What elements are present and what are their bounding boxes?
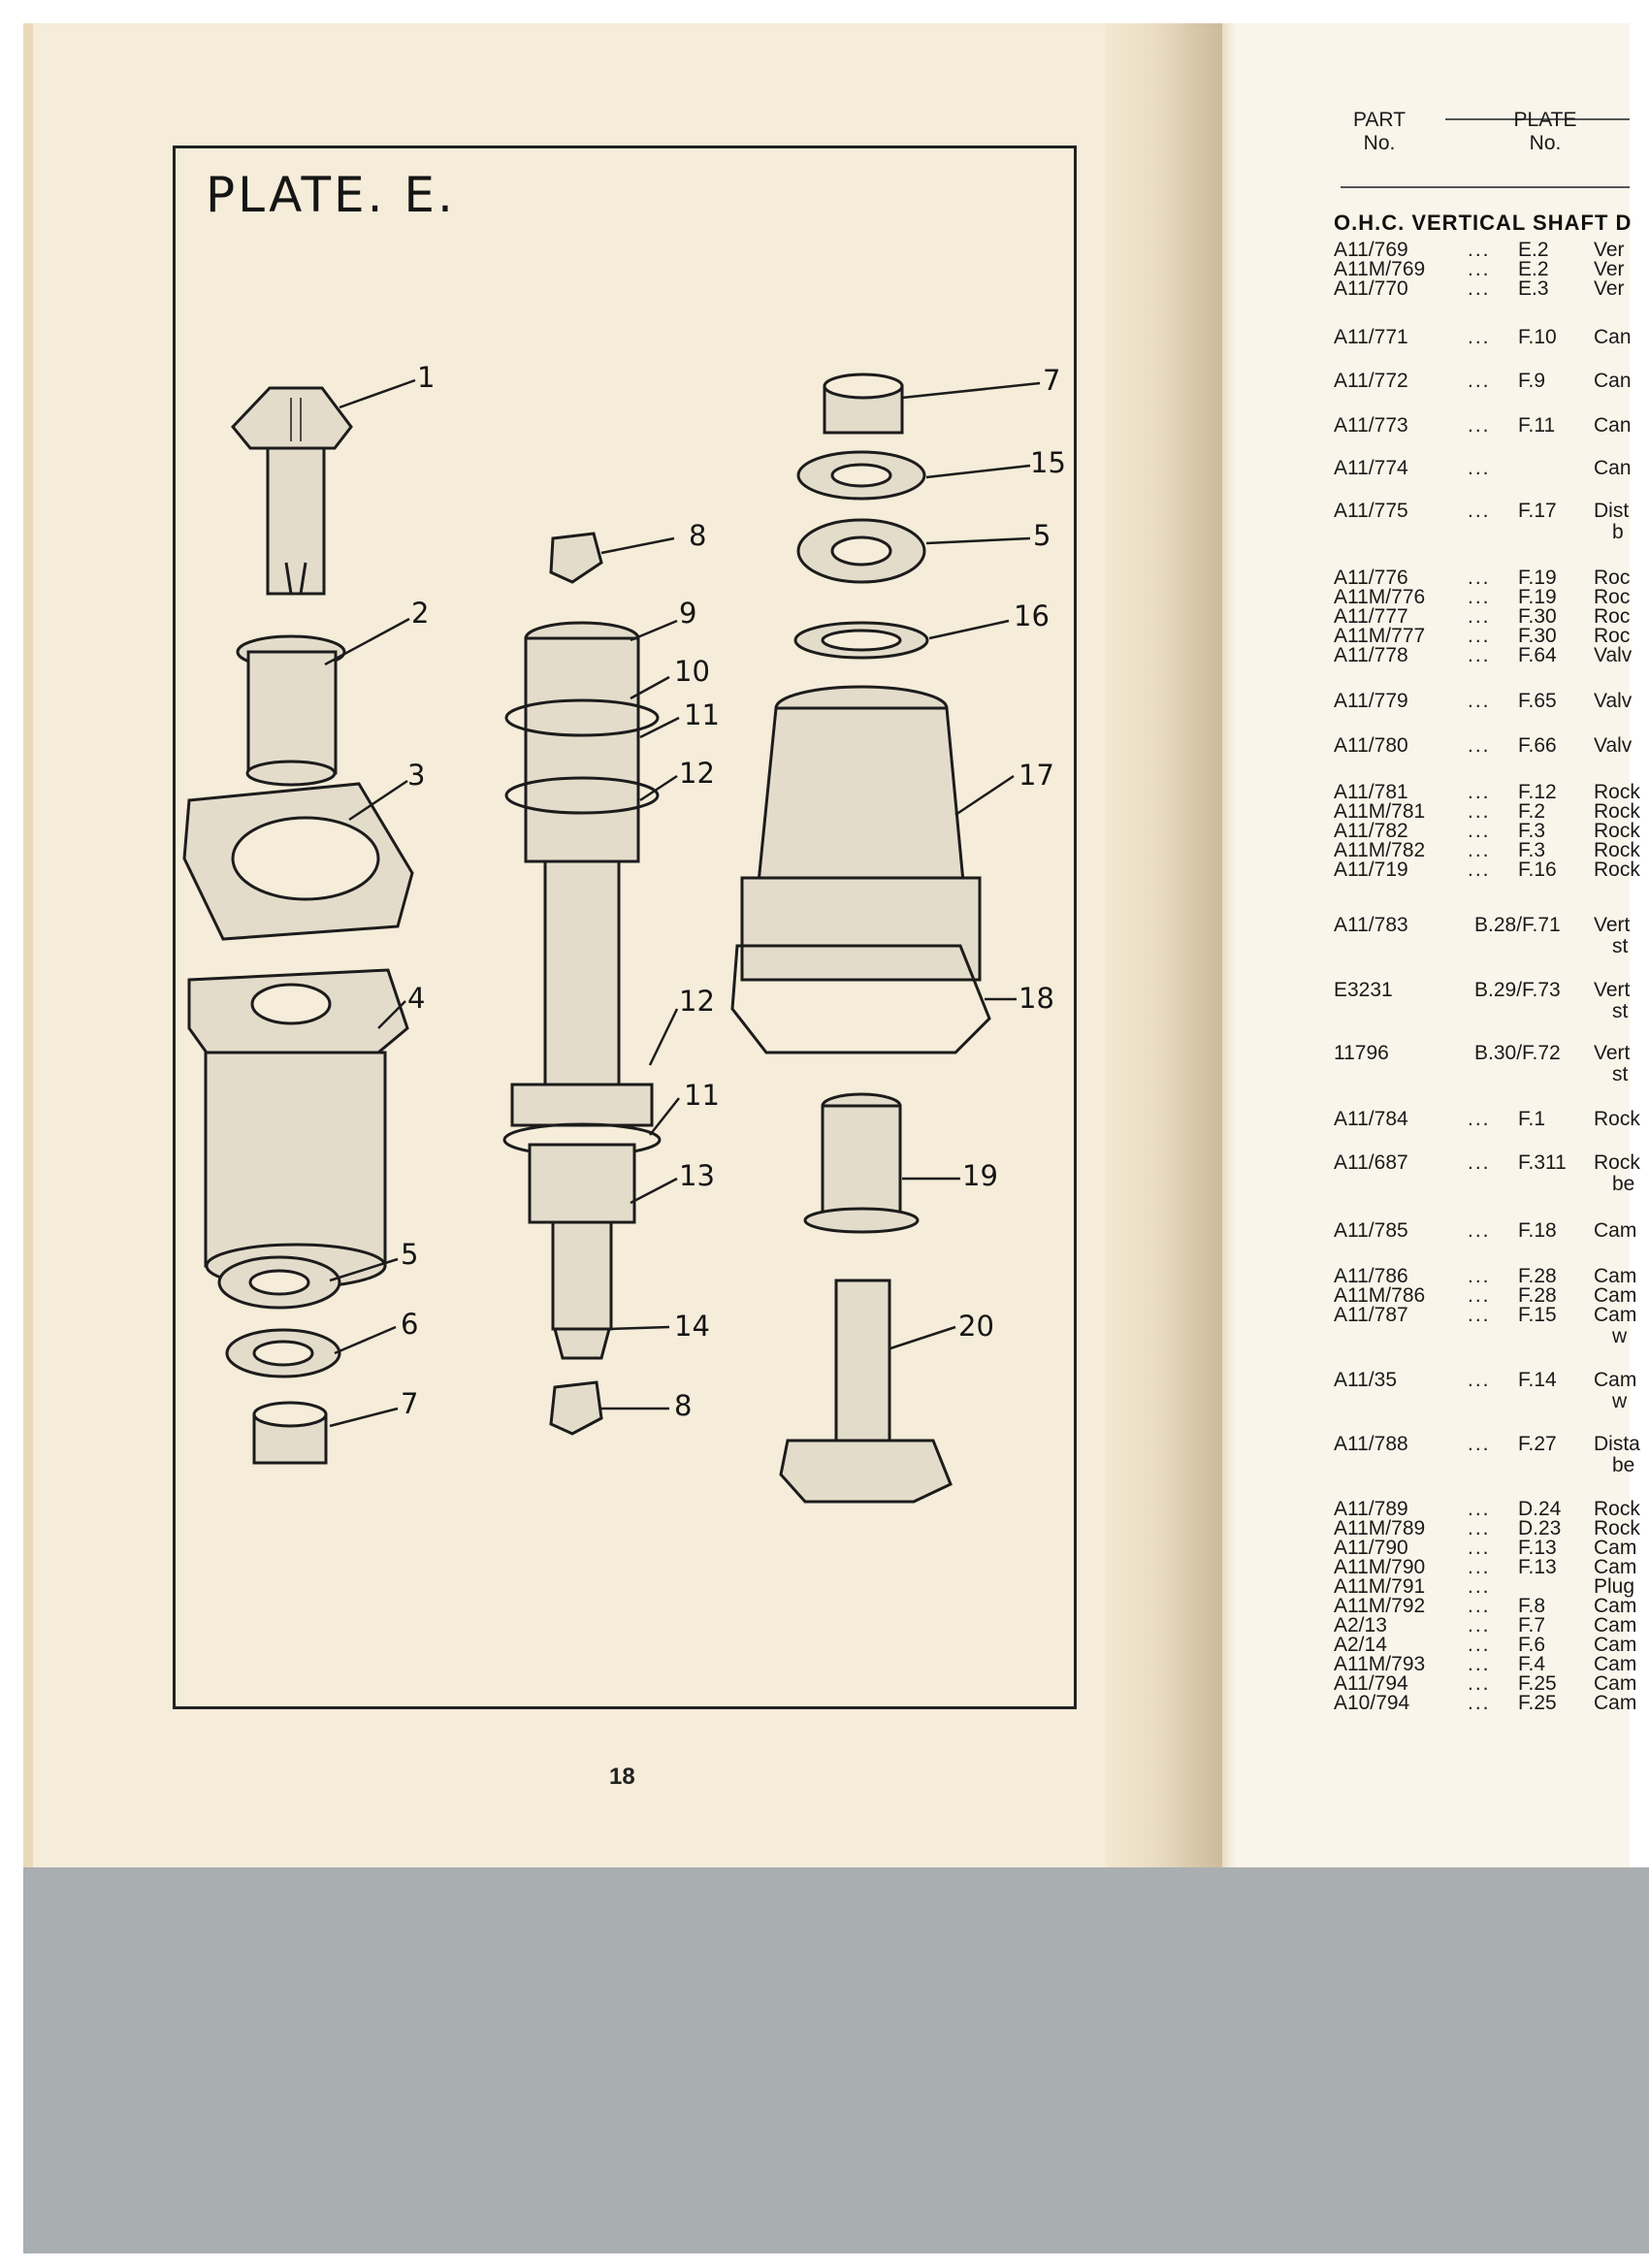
part-description: Rock (1594, 820, 1640, 842)
leader-dots: ... (1468, 690, 1491, 712)
part-description-continued: be (1612, 1454, 1635, 1476)
part-number: A11M/789 (1334, 1517, 1426, 1539)
part-number: A11/783 (1334, 914, 1408, 936)
leader-dots: ... (1468, 781, 1491, 803)
part-number: A11/776 (1334, 567, 1408, 589)
plate-number: F.17 (1518, 500, 1557, 522)
plate-number: F.311 (1518, 1151, 1567, 1174)
column-header-plate-no: PLATE No. (1513, 109, 1577, 154)
leader-dots: ... (1468, 500, 1491, 522)
plate-number: F.15 (1518, 1304, 1557, 1326)
part-number: A11/773 (1334, 414, 1408, 437)
leader-dots: ... (1468, 239, 1491, 261)
part-number: A11M/791 (1334, 1575, 1426, 1598)
plate-number: F.28 (1518, 1284, 1557, 1307)
part-number: A11/775 (1334, 500, 1408, 522)
column-header-part-no: PART No. (1352, 109, 1406, 154)
leader-dots: ... (1468, 734, 1491, 757)
part-number: A11/788 (1334, 1433, 1408, 1455)
plate-number: E.3 (1518, 277, 1549, 300)
part-description: Cam (1594, 1284, 1637, 1307)
thrust-bearing-part (798, 452, 924, 499)
leader-dots: ... (1468, 1517, 1491, 1539)
part-description: Vert (1594, 1042, 1631, 1064)
callout-number: 4 (407, 982, 426, 1015)
callout-number: 18 (1018, 982, 1054, 1015)
plate-number: F.2 (1518, 800, 1546, 823)
part-number: A11/794 (1334, 1672, 1408, 1695)
plate-number: B.30/F.72 (1474, 1042, 1561, 1064)
plate-number: F.12 (1518, 781, 1557, 803)
plate-number: E.2 (1518, 239, 1549, 261)
callout-number: 7 (401, 1387, 419, 1420)
plate-number: F.3 (1518, 820, 1546, 842)
leader-dots: ... (1468, 370, 1491, 392)
callout-number: 12 (679, 985, 715, 1018)
part-description: Cam (1594, 1634, 1637, 1656)
part-number: A11M/777 (1334, 625, 1426, 647)
part-number: A11M/792 (1334, 1595, 1426, 1617)
bearing-race-part (227, 1330, 340, 1377)
right-page (1222, 23, 1633, 1867)
key-part-bottom (551, 1382, 601, 1434)
exploded-view-illustration (176, 148, 1074, 1706)
part-description: Cam (1594, 1653, 1637, 1675)
part-number: A11/784 (1334, 1108, 1408, 1130)
part-description: Ver (1594, 258, 1625, 280)
part-description: Cam (1594, 1595, 1637, 1617)
callout-number: 16 (1014, 599, 1050, 632)
bevel-gear-shaft-part (233, 388, 351, 594)
leader-dots: ... (1468, 567, 1491, 589)
callout-number: 11 (684, 1079, 720, 1112)
part-description: Cam (1594, 1369, 1637, 1391)
part-number: 11796 (1334, 1042, 1389, 1064)
part-description: Can (1594, 370, 1632, 392)
part-number: A11/719 (1334, 859, 1408, 881)
part-number: A11/781 (1334, 781, 1408, 803)
part-description-continued: st (1612, 935, 1629, 957)
plate-number: F.16 (1518, 859, 1557, 881)
part-number: A11/769 (1334, 239, 1408, 261)
part-description: Rock (1594, 1498, 1640, 1520)
leader-dots: ... (1468, 457, 1491, 479)
part-description: Rock (1594, 859, 1640, 881)
part-description: Rock (1594, 800, 1640, 823)
right-page-shadow (1222, 23, 1236, 1867)
callout-number: 13 (679, 1159, 715, 1192)
gasket-part (184, 784, 412, 939)
leader-dots: ... (1468, 277, 1491, 300)
callout-number: 5 (401, 1238, 419, 1271)
leader-dots: ... (1468, 820, 1491, 842)
leader-dots: ... (1468, 800, 1491, 823)
header-rule (1341, 186, 1630, 188)
plate-number: B.28/F.71 (1474, 914, 1561, 936)
part-description: Cam (1594, 1219, 1637, 1242)
part-description-continued: st (1612, 1063, 1629, 1085)
part-number: A11M/782 (1334, 839, 1426, 861)
page-number: 18 (609, 1764, 635, 1790)
plate-number: F.1 (1518, 1108, 1546, 1130)
housing-part (189, 970, 407, 1287)
part-description: Can (1594, 326, 1632, 348)
part-description: Vert (1594, 979, 1631, 1001)
part-description: Vert (1594, 914, 1631, 936)
left-page-edge (23, 23, 33, 1867)
plate-number: F.19 (1518, 586, 1557, 608)
callout-number: 10 (674, 655, 710, 688)
callout-number: 1 (417, 361, 436, 394)
callout-number: 17 (1018, 759, 1054, 792)
part-number: A11M/790 (1334, 1556, 1426, 1578)
part-description: Rock (1594, 781, 1640, 803)
callout-number: 7 (1043, 364, 1061, 397)
leader-dots: ... (1468, 1556, 1491, 1578)
part-number: A11/785 (1334, 1219, 1408, 1242)
plate-number: F.30 (1518, 625, 1557, 647)
leader-dots: ... (1468, 1265, 1491, 1287)
leader-dots: ... (1468, 1108, 1491, 1130)
part-description-continued: w (1612, 1390, 1628, 1412)
scanner-background (23, 1867, 1649, 2253)
plate-number: E.2 (1518, 258, 1549, 280)
part-description: Dist (1594, 500, 1630, 522)
part-description-continued: b (1612, 521, 1624, 543)
callout-number: 9 (679, 597, 697, 630)
part-description: Valv (1594, 690, 1633, 712)
part-number: A11/779 (1334, 690, 1408, 712)
leader-dots: ... (1468, 1284, 1491, 1307)
callout-number: 14 (674, 1310, 710, 1343)
washer-part (795, 623, 927, 658)
part-number: A11M/776 (1334, 586, 1426, 608)
callout-number: 8 (689, 519, 707, 552)
plate-number: F.19 (1518, 567, 1557, 589)
part-description: Roc (1594, 567, 1631, 589)
part-description: Roc (1594, 586, 1631, 608)
leader-dots: ... (1468, 1634, 1491, 1656)
callout-number: 15 (1030, 446, 1066, 479)
plate-number: F.25 (1518, 1692, 1557, 1714)
part-description: Cam (1594, 1614, 1637, 1636)
part-description: Rock (1594, 1517, 1640, 1539)
plate-number: F.10 (1518, 326, 1557, 348)
gear-shaft-part (781, 1280, 951, 1502)
leader-dots: ... (1468, 1614, 1491, 1636)
plate-number: F.7 (1518, 1614, 1546, 1636)
part-number: A11/780 (1334, 734, 1408, 757)
plate-number: F.3 (1518, 839, 1546, 861)
part-number: A11/777 (1334, 605, 1408, 628)
leader-dots: ... (1468, 1692, 1491, 1714)
leader-dots: ... (1468, 859, 1491, 881)
part-description: Roc (1594, 625, 1631, 647)
part-description: Can (1594, 457, 1632, 479)
plate-title: PLATE. E. (206, 167, 456, 223)
leader-dots: ... (1468, 1672, 1491, 1695)
plate-number: F.8 (1518, 1595, 1546, 1617)
plate-number: B.29/F.73 (1474, 979, 1561, 1001)
part-number: A2/14 (1334, 1634, 1387, 1656)
book-gutter (1106, 23, 1222, 1867)
plate-number: F.27 (1518, 1433, 1557, 1455)
part-description: Valv (1594, 734, 1633, 757)
part-description: Valv (1594, 644, 1633, 666)
part-number: A11/778 (1334, 644, 1408, 666)
part-number: E3231 (1334, 979, 1393, 1001)
plate-number: F.11 (1518, 414, 1556, 437)
leader-dots: ... (1468, 1595, 1491, 1617)
ring-part-left (254, 1403, 326, 1463)
part-description: Dista (1594, 1433, 1640, 1455)
leader-dots: ... (1468, 839, 1491, 861)
leader-dots: ... (1468, 1304, 1491, 1326)
ring-part-right (824, 374, 902, 433)
leader-dots: ... (1468, 1369, 1491, 1391)
part-number: A11/790 (1334, 1537, 1408, 1559)
plate-number: F.25 (1518, 1672, 1557, 1695)
part-number: A11/787 (1334, 1304, 1408, 1326)
callout-number: 5 (1033, 519, 1051, 552)
part-description-continued: w (1612, 1325, 1628, 1347)
leader-dots: ... (1468, 326, 1491, 348)
plate-number: F.65 (1518, 690, 1557, 712)
part-number: A11M/769 (1334, 258, 1426, 280)
part-number: A11M/793 (1334, 1653, 1426, 1675)
part-description: Cam (1594, 1537, 1637, 1559)
part-description: Cam (1594, 1265, 1637, 1287)
part-description: Cam (1594, 1692, 1637, 1714)
bearing-part-right (798, 520, 924, 582)
plate-number: F.6 (1518, 1634, 1546, 1656)
part-number: A11/789 (1334, 1498, 1408, 1520)
part-number: A11/782 (1334, 820, 1408, 842)
leader-dots: ... (1468, 1498, 1491, 1520)
plate-number: F.28 (1518, 1265, 1557, 1287)
section-title: O.H.C. VERTICAL SHAFT D (1334, 211, 1633, 235)
sleeve-part (238, 636, 344, 785)
leader-dots: ... (1468, 1653, 1491, 1675)
callout-number: 8 (674, 1389, 693, 1422)
callout-number: 19 (962, 1159, 998, 1192)
vertical-shaft-part (504, 623, 660, 1358)
plate-number: D.23 (1518, 1517, 1562, 1539)
plate-number: F.66 (1518, 734, 1557, 757)
part-description-continued: be (1612, 1173, 1635, 1195)
part-description: Can (1594, 414, 1632, 437)
plate-number: F.14 (1518, 1369, 1557, 1391)
part-description: Cam (1594, 1672, 1637, 1695)
plate-number: F.18 (1518, 1219, 1557, 1242)
plate-number: F.13 (1518, 1537, 1557, 1559)
part-description: Rock (1594, 839, 1640, 861)
part-number: A11/774 (1334, 457, 1408, 479)
part-number: A11/687 (1334, 1151, 1408, 1174)
plate-number: F.4 (1518, 1653, 1546, 1675)
leader-dots: ... (1468, 1575, 1491, 1598)
plate-number: F.30 (1518, 605, 1557, 628)
leader-dots: ... (1468, 258, 1491, 280)
part-number: A11M/781 (1334, 800, 1426, 823)
part-description: Cam (1594, 1556, 1637, 1578)
part-description: Plug (1594, 1575, 1635, 1598)
leader-dots: ... (1468, 1537, 1491, 1559)
callout-number: 3 (407, 759, 426, 792)
leader-dots: ... (1468, 625, 1491, 647)
part-number: A11/786 (1334, 1265, 1408, 1287)
plate-number: F.9 (1518, 370, 1546, 392)
leader-dots: ... (1468, 586, 1491, 608)
part-number: A11M/786 (1334, 1284, 1426, 1307)
part-description: Ver (1594, 239, 1625, 261)
bearing-part-left (219, 1257, 340, 1308)
part-description: Ver (1594, 277, 1625, 300)
part-number: A11/771 (1334, 326, 1408, 348)
callout-number: 11 (684, 698, 720, 731)
leader-dots: ... (1468, 1433, 1491, 1455)
callout-number: 12 (679, 757, 715, 790)
tube-housing-part (742, 687, 980, 980)
callout-number: 6 (401, 1308, 419, 1341)
part-number: A10/794 (1334, 1692, 1410, 1714)
leader-dots: ... (1468, 1151, 1491, 1174)
leader-dots: ... (1468, 605, 1491, 628)
leader-dots: ... (1468, 414, 1491, 437)
part-description: Roc (1594, 605, 1631, 628)
leader-dots: ... (1468, 1219, 1491, 1242)
part-number: A11/770 (1334, 277, 1408, 300)
leader-dots: ... (1468, 644, 1491, 666)
key-part-top (551, 534, 601, 582)
part-description-continued: st (1612, 1000, 1629, 1022)
callout-number: 20 (958, 1310, 994, 1343)
bush-part (805, 1094, 918, 1232)
plate-number: F.13 (1518, 1556, 1557, 1578)
part-description: Rock (1594, 1151, 1640, 1174)
plate-number: D.24 (1518, 1498, 1562, 1520)
part-description: Rock (1594, 1108, 1640, 1130)
part-number: A11/35 (1334, 1369, 1397, 1391)
part-description: Cam (1594, 1304, 1637, 1326)
plate-number: F.64 (1518, 644, 1557, 666)
part-number: A11/772 (1334, 370, 1408, 392)
part-number: A2/13 (1334, 1614, 1387, 1636)
callout-number: 2 (411, 597, 430, 630)
